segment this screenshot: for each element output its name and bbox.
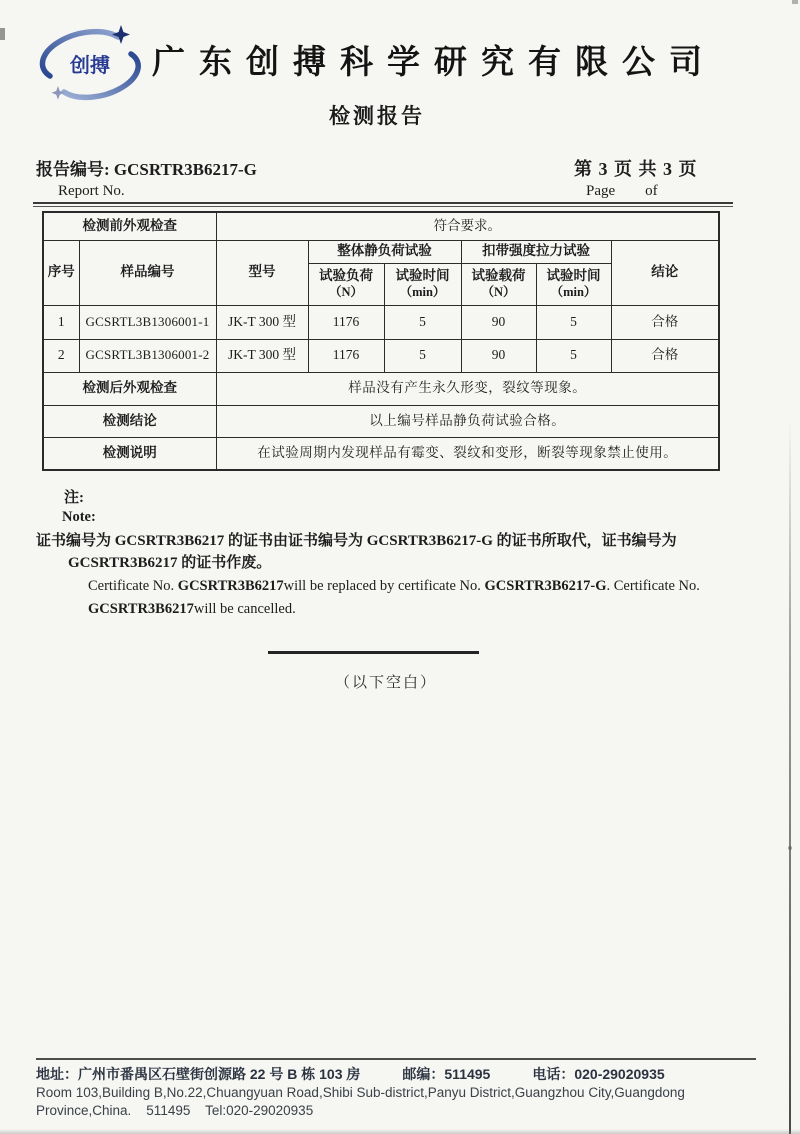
row-buckle-load: 90 [461, 339, 536, 372]
note-label-zh: 注: [64, 490, 84, 506]
row-model: JK-T 300 型 [216, 305, 308, 339]
column-header-model: 型号 [216, 240, 308, 305]
page-info-block [574, 155, 734, 200]
page-info-en [586, 183, 734, 200]
note-zh-line2: GCSRTR3B6217 的证书作废。 [68, 555, 272, 571]
notes-section [36, 486, 744, 620]
row-load: 1176 [308, 305, 384, 339]
pre-check-value: 符合要求。 [216, 212, 719, 240]
footer-phone-zh: 电话：020-29020935 [532, 1066, 665, 1082]
post-check-row [43, 372, 719, 405]
subheader-test-time: 试验时间 （min） [384, 263, 461, 305]
pre-check-label: 检测前外观检查 [43, 212, 216, 240]
conclusion-row [43, 405, 719, 437]
row-buckle-time: 5 [536, 339, 611, 372]
row-load: 1176 [308, 339, 384, 372]
conclusion-value: 以上编号样品静负荷试验合格。 [216, 405, 719, 437]
report-number-block [36, 155, 257, 200]
page-of-en: of [645, 183, 658, 199]
blank-below-placeholder: （以下空白） [334, 675, 437, 691]
logo-star-bottom-icon [52, 86, 65, 100]
group-header-static-load-test: 整体静负荷试验 [308, 240, 461, 263]
page-label-en: Page [586, 183, 616, 199]
row-time: 5 [384, 339, 461, 372]
column-header-no: 序号 [43, 240, 79, 305]
company-name: 广东创搏科学研究有限公司 [152, 43, 716, 80]
remark-label: 检测说明 [43, 437, 216, 470]
row-sample-id: GCSRTL3B1306001-1 [79, 305, 216, 339]
row-no: 2 [43, 339, 79, 372]
remark-value: 在试验周期内发现样品有霉变、裂纹和变形，断裂等现象禁止使用。 [216, 437, 719, 470]
report-number-line [36, 155, 257, 180]
subheader-buckle-load: 试验载荷 （N） [461, 263, 536, 305]
report-number-label-en: Report No. [58, 183, 125, 199]
group-header-buckle-tension-test: 扣带强度拉力试验 [461, 240, 611, 263]
document-title: 检测报告 [329, 104, 425, 128]
subheader-buckle-time: 试验时间 （min） [536, 263, 611, 305]
scan-speck-artifact [788, 846, 792, 850]
row-no: 1 [43, 305, 79, 339]
scan-speck-artifact [0, 28, 5, 40]
note-en-line2: GCSRTR3B6217will be cancelled. [88, 601, 296, 617]
report-number-value: GCSRTR3B6217-G [113, 160, 257, 179]
row-model: JK-T 300 型 [216, 339, 308, 372]
note-zh-line1: 证书编号为 GCSRTR3B6217 的证书由证书编号为 GCSRTR3B6217-G 的证书所取代，证书编号为 [36, 533, 677, 549]
row-sample-id: GCSRTL3B1306001-2 [79, 339, 216, 372]
conclusion-label: 检测结论 [43, 405, 216, 437]
logo-star-top-icon [112, 25, 130, 44]
post-check-value: 样品没有产生永久形变，裂纹等现象。 [216, 372, 719, 405]
post-check-label: 检测后外观检查 [43, 372, 216, 405]
scan-bottom-shadow-artifact [0, 1129, 800, 1134]
row-buckle-time: 5 [536, 305, 611, 339]
company-logo [38, 20, 142, 108]
logo-text: 创搏 [70, 55, 110, 77]
subheader-test-load: 试验负荷 （N） [308, 263, 384, 305]
column-header-sample: 样品编号 [79, 240, 216, 305]
scan-page-edge-artifact [789, 420, 792, 1134]
header-divider [33, 202, 733, 207]
footer-contact-zh [36, 1064, 766, 1084]
note-en-line1: Certificate No. GCSRTR3B6217will be replaced by certificate No. GCSRTR3B6217-G. Certificate No. [88, 578, 700, 594]
row-result: 合格 [611, 305, 719, 339]
footer-address-en-line2: Province,China. 511495 Tel:020-29020935 [36, 1102, 314, 1118]
footer-address-en-line1: Room 103,Building B,No.22,Chuangyuan Road,Shibi Sub-district,Panyu District,Guangzhou City,Guangdong [36, 1085, 685, 1100]
report-number-label: 报告编号: [36, 160, 110, 179]
note-label-en: Note: [62, 509, 96, 525]
table-row [43, 305, 719, 339]
test-results-table [42, 211, 720, 471]
footer [36, 1058, 766, 1119]
page-info-zh: 第 3 页 共 3 页 [574, 159, 698, 179]
end-of-content-line [268, 651, 479, 654]
column-header-result: 结论 [611, 240, 719, 305]
table-header-row-groups [43, 240, 719, 263]
remark-row [43, 437, 719, 470]
scan-speck-artifact [792, 0, 798, 4]
row-buckle-load: 90 [461, 305, 536, 339]
table-row [43, 339, 719, 372]
pre-check-row [43, 212, 719, 240]
row-time: 5 [384, 305, 461, 339]
footer-address-zh: 地址：广州市番禺区石壁街创源路 22 号 B 栋 103 房 [36, 1066, 361, 1082]
row-result: 合格 [611, 339, 719, 372]
footer-divider [36, 1058, 756, 1060]
footer-postcode-zh: 邮编：511495 [402, 1066, 491, 1082]
